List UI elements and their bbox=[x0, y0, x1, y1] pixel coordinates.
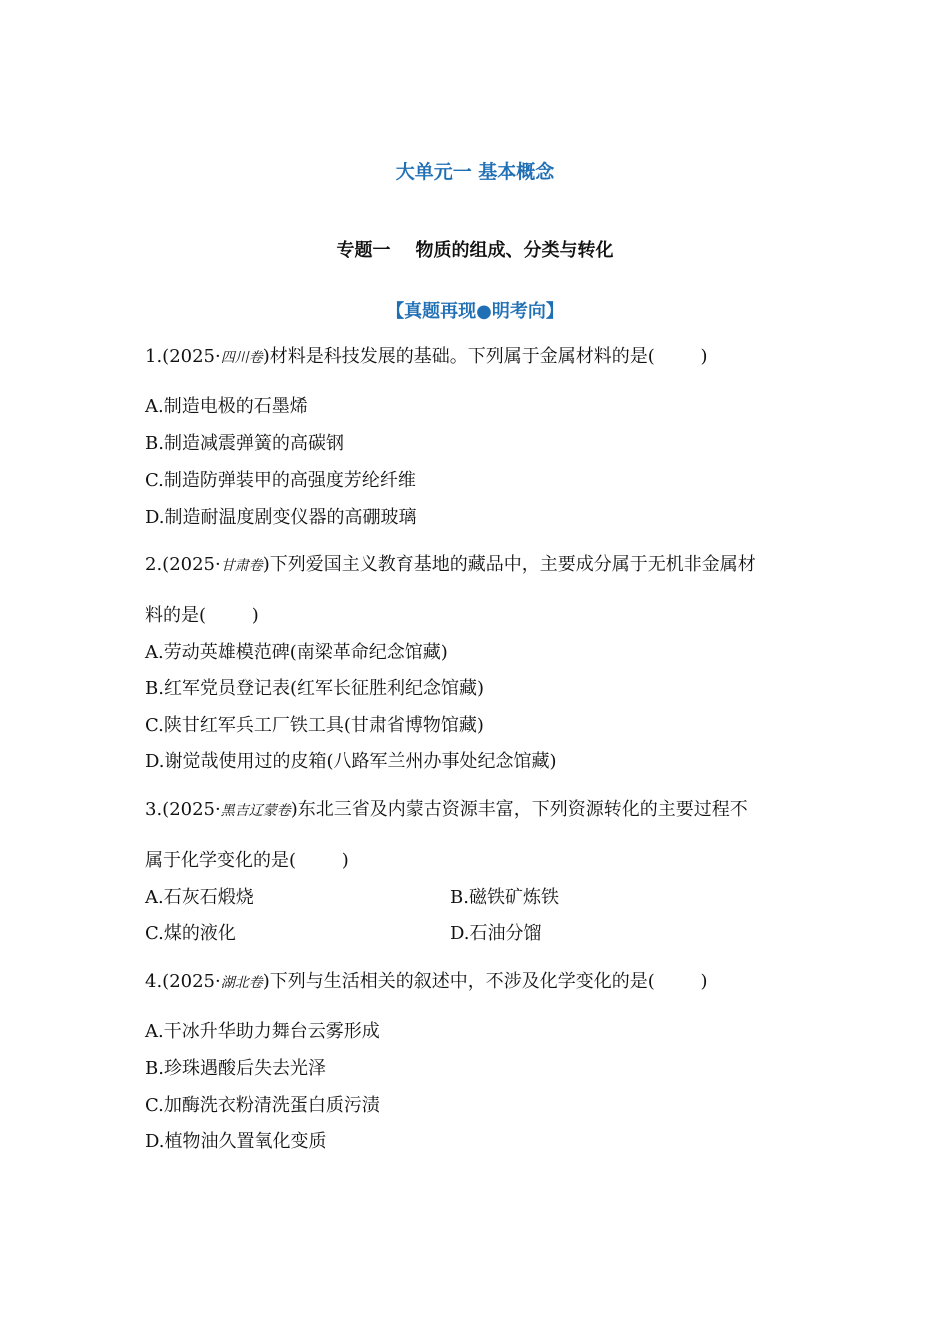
question-number: 3.(2025· bbox=[145, 799, 221, 820]
question-4-stem bbox=[145, 970, 708, 995]
question-3-option-b: B.磁铁矿炼铁 bbox=[450, 887, 559, 908]
question-3-stem-continued: 属于化学变化的是( ) bbox=[145, 850, 349, 871]
question-4-option-b: B.珍珠遇酸后失去光泽 bbox=[145, 1058, 326, 1079]
question-number: 2.(2025· bbox=[145, 554, 221, 575]
question-1-option-c: C.制造防弹装甲的高强度芳纶纤维 bbox=[145, 470, 416, 491]
question-2-option-a: A.劳动英雄模范碑(南梁革命纪念馆藏) bbox=[145, 642, 448, 663]
question-2-stem bbox=[145, 553, 756, 578]
question-text: )东北三省及内蒙古资源丰富，下列资源转化的主要过程不 bbox=[290, 799, 748, 820]
question-4-option-c: C.加酶洗衣粉清洗蛋白质污渍 bbox=[145, 1095, 380, 1116]
question-2-option-b: B.红军党员登记表(红军长征胜利纪念馆藏) bbox=[145, 678, 484, 699]
question-1-option-b: B.制造减震弹簧的高碳钢 bbox=[145, 433, 344, 454]
question-number: 4.(2025· bbox=[145, 971, 221, 992]
question-4-option-a: A.干冰升华助力舞台云雾形成 bbox=[145, 1021, 380, 1042]
question-text: )材料是科技发展的基础。下列属于金属材料的是( ) bbox=[262, 346, 708, 367]
section-title: 【真题再现●明考向】 bbox=[386, 301, 564, 322]
question-source: 湖北卷 bbox=[220, 975, 263, 991]
question-1-stem bbox=[145, 345, 708, 370]
question-number: 1.(2025· bbox=[145, 346, 221, 367]
question-2-option-c: C.陕甘红军兵工厂铁工具(甘肃省博物馆藏) bbox=[145, 715, 484, 736]
question-4-option-d: D.植物油久置氧化变质 bbox=[145, 1131, 327, 1152]
question-3-option-c: C.煤的液化 bbox=[145, 923, 236, 944]
question-source: 四川卷 bbox=[220, 350, 263, 366]
question-text: )下列与生活相关的叙述中，不涉及化学变化的是( ) bbox=[262, 971, 708, 992]
topic-title: 专题一 物质的组成、分类与转化 bbox=[336, 240, 614, 261]
question-1-option-a: A.制造电极的石墨烯 bbox=[145, 396, 308, 417]
question-1-option-d: D.制造耐温度剧变仪器的高硼玻璃 bbox=[145, 507, 417, 528]
unit-title: 大单元一 基本概念 bbox=[395, 161, 555, 183]
question-source: 甘肃卷 bbox=[220, 558, 263, 574]
question-3-stem bbox=[145, 798, 748, 823]
question-3-option-a: A.石灰石煅烧 bbox=[145, 887, 254, 908]
question-3-option-d: D.石油分馏 bbox=[450, 923, 542, 944]
question-source: 黑吉辽蒙卷 bbox=[220, 803, 291, 819]
question-text: )下列爱国主义教育基地的藏品中，主要成分属于无机非金属材 bbox=[262, 554, 756, 575]
question-2-option-d: D.谢觉哉使用过的皮箱(八路军兰州办事处纪念馆藏) bbox=[145, 751, 557, 772]
question-2-stem-continued: 料的是( ) bbox=[145, 605, 259, 626]
